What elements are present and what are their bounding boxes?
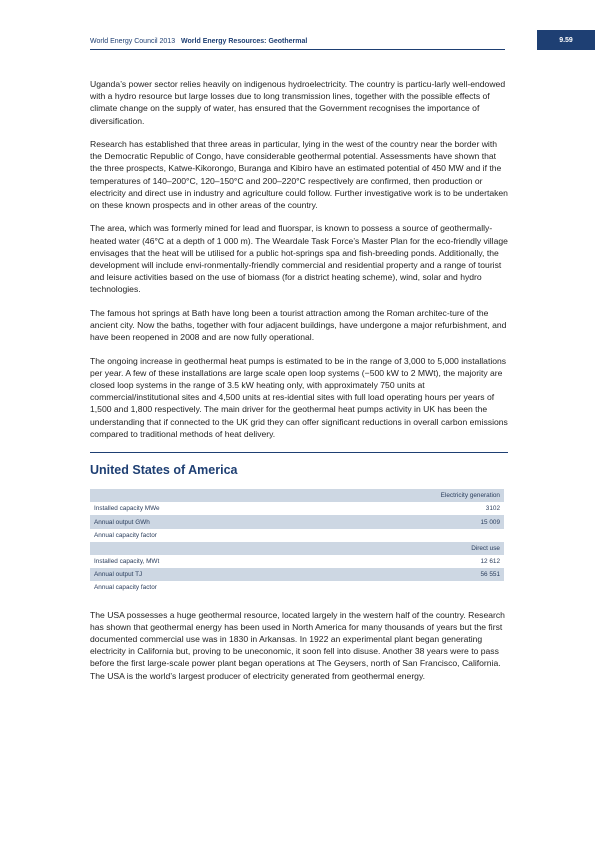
table-row-label: Annual output GWh bbox=[90, 515, 306, 528]
table-row bbox=[90, 581, 504, 594]
section-divider bbox=[90, 452, 508, 453]
table-row-label: Annual output TJ bbox=[90, 568, 306, 581]
main-content bbox=[90, 78, 508, 693]
table-row bbox=[90, 515, 504, 528]
geothermal-data-table bbox=[90, 489, 504, 595]
table-group-header: Direct use bbox=[306, 542, 504, 555]
table-row bbox=[90, 529, 504, 542]
table-group-header-row bbox=[90, 542, 504, 555]
running-header bbox=[90, 38, 307, 45]
body-paragraph: The ongoing increase in geothermal heat pumps is estimated to be in the range of 3,000 to 5,000 installations per year. A few of these installations are large scale open loop systems (−500 kW to 2 MWt), the majority are closed loop systems in the range of 3.5 kW heating only, with approximately 750 units at commercial/institutional sites and 4,500 units at res-idential sites with full load operating hours per years of 1,500 and 1,800 respectively. The main driver for the geothermal heat pumps activity in UK has been the understanding that if connected to the UK grid they can offer significant reductions in overall carbon emissions compared to traditional methods of heat delivery. bbox=[90, 355, 508, 439]
page-number: 9.59 bbox=[559, 36, 573, 44]
table-group-header-row bbox=[90, 489, 504, 502]
table-row-value: 56 551 bbox=[306, 568, 504, 581]
section-heading: United States of America bbox=[90, 463, 238, 478]
body-paragraph: The area, which was formerly mined for lead and fluorspar, is known to possess a source of geothermally-heated water (46°C at a depth of 1 000 m). The Weardale Task Force’s Master Plan for the eco-friendly village envisages that the heat will be utilised for a public hot-springs spa and fish-breeding ponds. Additionally, the development will include envi-ronmentally-friendly commercial and residential property and a range of tourist and leisure activities based on the use of biomass (for a district heating scheme), wind, solar and hydro technologies. bbox=[90, 223, 508, 295]
table-row-label: Annual capacity factor bbox=[90, 581, 306, 594]
body-paragraph: The USA possesses a huge geothermal resource, located largely in the western half of the country. Research has shown that geothermal energy has been used in North America for many thousands of years but the first documented commercial use was in 1830 in Arkansas. In 1922 an experimental plant began generating electricity in California but, proving to be uneconomic, it soon fell into disuse. Another 38 years were to pass before the first large-scale power plant began operations at The Geysers, north of San Francisco, California. The USA is the world’s largest producer of electricity generated from geothermal energy. bbox=[90, 609, 505, 681]
header-title: World Energy Resources: Geothermal bbox=[181, 38, 308, 45]
table-row-value: 15 009 bbox=[306, 515, 504, 528]
body-paragraph: Research has established that three areas in particular, lying in the west of the country near the border with the Democratic Republic of Congo, have considerable geothermal potential. Assessments have shown that the three prospects, Katwe-Kikorongo, Buranga and Kibiro have an estimated potential of 450 MW and if the temperatures of 140–200°C, 120–150°C and 200–220°C respectively are confirmed, then production or electricity and direct use in industry and agriculture could follow. Further investigative work is to be undertaken on these known prospects and in other areas of the country. bbox=[90, 139, 508, 211]
table-row-value bbox=[306, 581, 504, 594]
table-cell-empty bbox=[90, 542, 306, 555]
body-paragraph: Uganda’s power sector relies heavily on indigenous hydroelectricity. The country is particu-larly well-endowed with a hydro resource but large losses due to long transmission lines, together with the possible effects of climate change on the supply of water, has ensured that the Government recognises the importance of diversification. bbox=[90, 79, 506, 126]
table-row bbox=[90, 502, 504, 515]
table-row-value: 12 612 bbox=[306, 555, 504, 568]
table-row-value: 3102 bbox=[306, 502, 504, 515]
table-cell-empty bbox=[90, 489, 306, 502]
table-row bbox=[90, 568, 504, 581]
table-row bbox=[90, 555, 504, 568]
table-row-label: Installed capacity MWe bbox=[90, 502, 306, 515]
table-row-label: Installed capacity, MWt bbox=[90, 555, 306, 568]
page-number-tab bbox=[537, 30, 595, 50]
table-row-value bbox=[306, 529, 504, 542]
body-paragraph: The famous hot springs at Bath have long been a tourist attraction among the Roman architec-ture of the ancient city. Now the baths, together with four adjacent buildings, have undergone a major refurbishment, and have been reopened in 2008 and are now fully operational. bbox=[90, 307, 507, 343]
table-group-header: Electricity generation bbox=[306, 489, 504, 502]
header-divider bbox=[90, 49, 505, 50]
header-org: World Energy Council 2013 bbox=[90, 38, 176, 45]
table-row-label: Annual capacity factor bbox=[90, 529, 306, 542]
